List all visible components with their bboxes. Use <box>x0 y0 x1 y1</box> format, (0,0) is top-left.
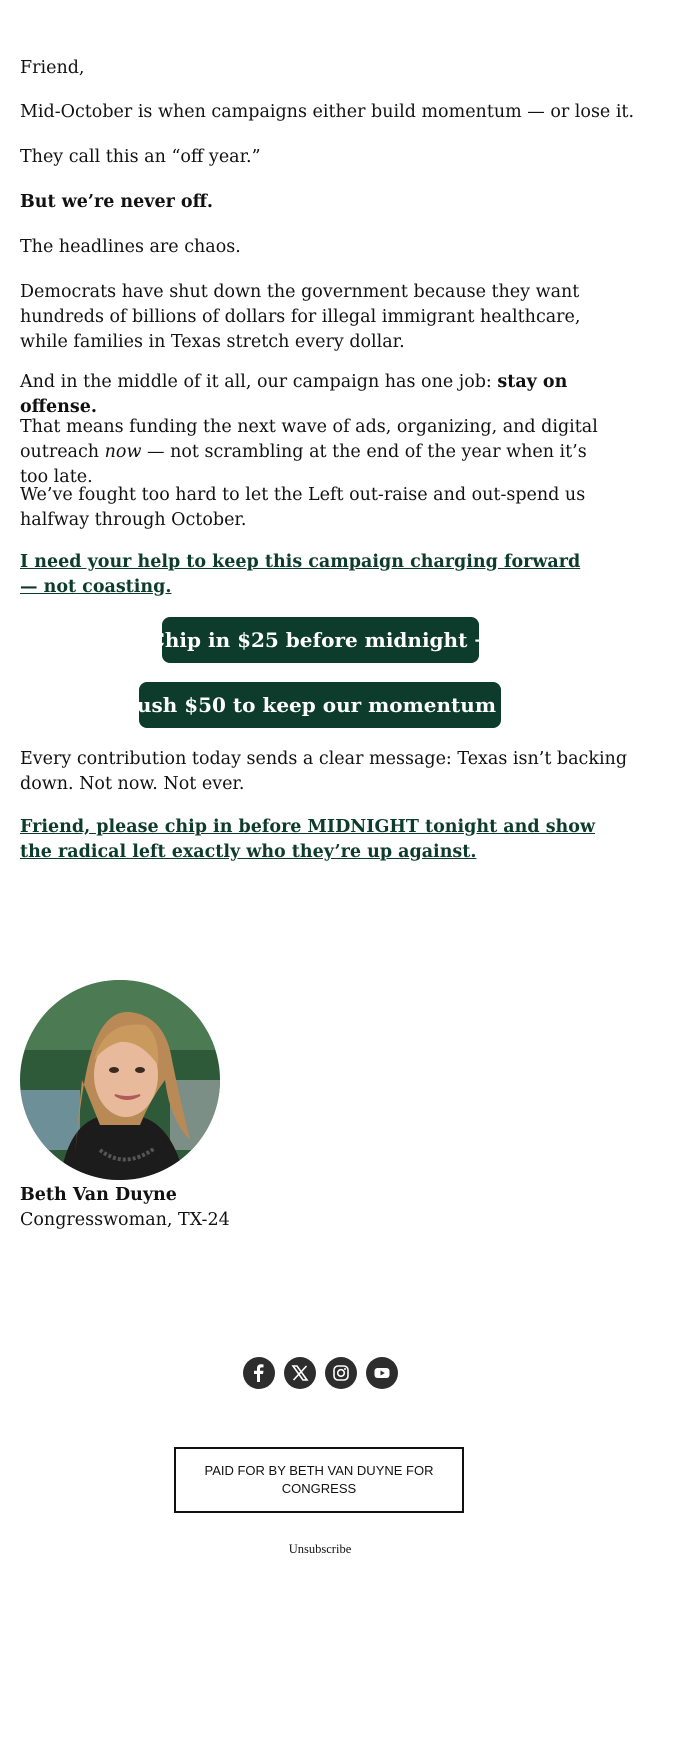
button-row-25 <box>0 617 640 663</box>
paragraph-headlines: The headlines are chaos. <box>20 237 241 257</box>
paragraph-democrats: Democrats have shut down the government because they want hundreds of billions of dollars for illegal immigrant healthcare, while families in Texas stretch every dollar. <box>20 282 581 352</box>
paragraph-fought: We’ve fought too hard to let the Left out-raise and out-spend us halfway through October. <box>20 485 586 530</box>
paid-for-disclaimer: PAID FOR BY BETH VAN DUYNE FOR CONGRESS <box>174 1447 464 1513</box>
paragraph-funding <box>20 415 620 490</box>
paragraph-one-job <box>20 370 640 420</box>
funding-italic: now <box>104 442 142 462</box>
instagram-icon[interactable] <box>325 1357 357 1389</box>
unsubscribe-link[interactable]: Unsubscribe <box>288 1542 352 1556</box>
one-job-bold: stay on offense. <box>20 372 568 417</box>
signature-name: Beth Van Duyne <box>20 1185 177 1205</box>
portrait-photo <box>20 980 220 1180</box>
help-link[interactable]: I need your help to keep this campaign charging forward — not coasting. <box>20 552 581 597</box>
paragraph-contribution: Every contribution today sends a clear message: Texas isn’t backing down. Not now. Not ever. <box>20 749 628 794</box>
signature-title: Congresswoman, TX-24 <box>20 1210 230 1230</box>
funding-tail: — not scrambling at the end of the year when it’s too late. <box>20 442 587 487</box>
facebook-icon[interactable] <box>243 1357 275 1389</box>
paragraph-off-year: They call this an “off year.” <box>20 147 261 167</box>
youtube-icon[interactable] <box>366 1357 398 1389</box>
x-icon[interactable] <box>284 1357 316 1389</box>
paragraph-momentum: Mid-October is when campaigns either build momentum — or lose it. <box>20 102 635 122</box>
midnight-link[interactable]: Friend, please chip in before MIDNIGHT tonight and show the radical left exactly who they’re up against. <box>20 817 596 862</box>
greeting: Friend, <box>20 58 85 78</box>
funding-text: That means funding the next wave of ads, organizing, and digital outreach <box>20 417 598 462</box>
chip-in-25-button[interactable]: Chip in $25 before midnight → <box>162 617 479 663</box>
rush-50-button[interactable]: Rush $50 to keep our momentum → <box>139 682 501 728</box>
paragraph-never-off: But we’re never off. <box>20 192 214 212</box>
one-job-text: And in the middle of it all, our campaign has one job: <box>20 372 498 392</box>
button-row-50 <box>0 682 640 728</box>
avatar <box>20 980 220 1180</box>
social-links <box>0 1357 640 1389</box>
